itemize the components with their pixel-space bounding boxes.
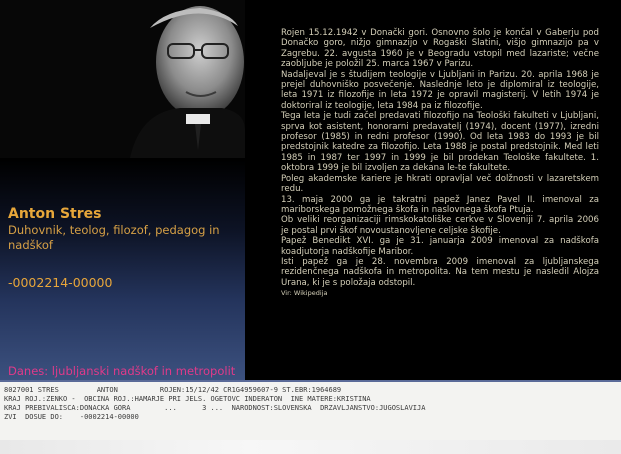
source-link[interactable]: Vir: Wikipedija xyxy=(281,289,328,298)
bio-paragraph: Rojen 15.12.1942 v Donački gori. Osnovno šolo je končal v Gaberju pod Donačko goro, nižjo gimnazijo v Rogaški Slatini, višjo gimnazijo pa v Zagrebu. 22. avgusta 1960 je v Beogradu vstopil med lazariste; večne zaobljube je položil 25. marca 1967 v Parizu. xyxy=(281,28,599,70)
left-panel xyxy=(0,0,245,380)
record-line: ZVI DOSUE DO: -0002214-00000 xyxy=(4,413,139,421)
bio-paragraph: Poleg akademske kariere je hkrati opravljal več dolžnosti v lazaretskem redu. xyxy=(281,173,599,195)
portrait-illustration xyxy=(0,0,245,158)
person-code: -0002214-00000 xyxy=(8,275,113,290)
record-line: KRAJ ROJ.:ZENKO - OBCINA ROJ.:HAMARJE PRI JELS. OGETOVC INDERATON INE MATERE:KRISTINA xyxy=(4,395,371,403)
bio-paragraph: Nadaljeval je s študijem teologije v Ljubljani in Parizu. 20. aprila 1968 je prejel duhovniško posvečenje. Naslednje leto je diplomiral iz teologije, leta 1971 iz filozofije in leta 1972 je opravil magisterij. V letih 1974 je doktoriral iz teologije, leta 1984 pa iz filozofije. xyxy=(281,69,599,111)
bio-paragraph: Isti papež ga je 28. novembra 2009 imenoval za ljubljanskega rezidenčnega nadškofa in metropolita. Na tem mestu je nasledil Alojza Urana, ki je s položaja odstopil. xyxy=(281,256,599,288)
portrait-photo xyxy=(0,0,245,158)
bio-paragraph: Ob veliki reorganizaciji rimskokatoliške cerkve v Sloveniji 7. aprila 2006 je postal prvi škof novoustanovljene celjske škofije. xyxy=(281,215,599,236)
punched-record-card xyxy=(0,380,621,454)
bio-paragraph: Tega leta je tudi začel predavati filozofijo na Teološki fakulteti v Ljubljani, sprva kot asistent, honorarni predavatelj (1974), docent (1977), izredni profesor (1985) in redni profesor (1990). Od leta 1983 do 1993 je bil predstojnik katedre za filozofijo. Leta 1988 je postal predstojnik. Med leti 1985 in 1987 ter 1997 in 1999 je bil prodekan Teološke fakultete. 1. oktobra 1999 je bil izvoljen za dekana le-te fakultete. xyxy=(281,111,599,174)
person-subtitle: Duhovnik, teolog, filozof, pedagog in nadškof xyxy=(8,223,220,252)
record-line: KRAJ PREBIVALISCA:DONACKA GORA ... 3 ... NARODNOST:SLOVENSKA DRZAVLJANSTVO:JUGOSLAVIJA xyxy=(4,404,426,412)
record-line: 8027001 STRES ANTON ROJEN:15/12/42 CR1G4959607-9 ST.EBR:1964689 xyxy=(4,386,342,394)
current-position: Danes: ljubljanski nadškof in metropolit xyxy=(8,364,236,378)
bio-paragraph: 13. maja 2000 ga je takratni papež Janez Pavel II. imenoval za mariborskega pomožnega škofa in naslovnega škofa Ptuja. xyxy=(281,194,599,215)
person-name: Anton Stres xyxy=(8,206,102,222)
bio-paragraph: Papež Benedikt XVI. ga je 31. januarja 2009 imenoval za nadškofa koadjutorja nadškofije Maribor. xyxy=(281,236,599,257)
biography-text xyxy=(281,28,599,298)
